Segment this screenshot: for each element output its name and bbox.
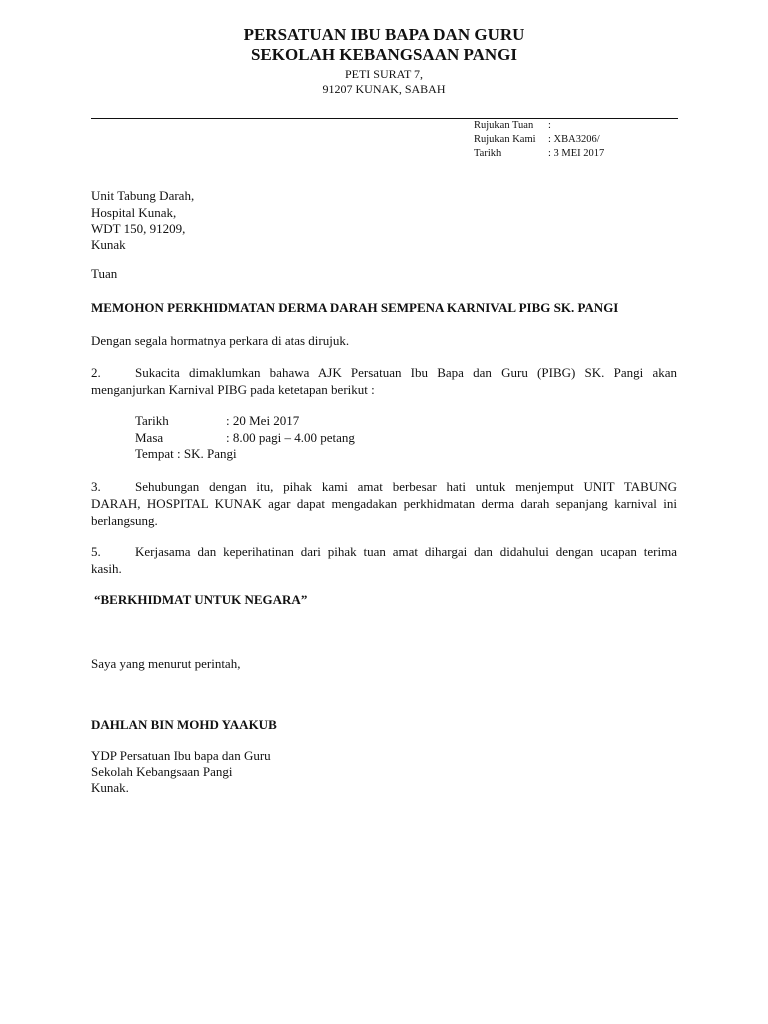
paragraph-5-line-1: 5. Kerjasama dan keperihatinan dari pihak tuan amat dihargai dan didahului dengan ucapan terima (91, 544, 677, 559)
paragraph-5 (91, 543, 677, 577)
paragraph-2-line-2: menganjurkan Karnival PIBG pada ketetapan berikut : (91, 382, 375, 397)
detail-date (135, 413, 299, 429)
ref-date-value: : 3 MEI 2017 (548, 148, 605, 159)
paragraph-5-number: 5. (91, 544, 101, 559)
paragraph-3-line-1: 3. Sehubungan dengan itu, pihak kami amat berbesar hati untuk menjemput UNIT TABUNG (91, 479, 677, 494)
recipient-line-3: WDT 150, 91209, (91, 221, 186, 236)
motto: “BERKHIDMAT UNTUK NEGARA” (94, 592, 308, 607)
ref-tuan (474, 120, 551, 131)
subject-line: MEMOHON PERKHIDMATAN DERMA DARAH SEMPENA KARNIVAL PIBG SK. PANGI (91, 300, 619, 315)
paragraph-2 (91, 364, 677, 398)
paragraph-3-line-3: berlangsung. (91, 513, 158, 528)
ref-date-label: Tarikh (474, 148, 502, 159)
closing-line: Saya yang menurut perintah, (91, 656, 241, 671)
ref-tuan-value: : (548, 120, 551, 131)
signatory-title-2: Sekolah Kebangsaan Pangi (91, 764, 233, 779)
signatory-title-1: YDP Persatuan Ibu bapa dan Guru (91, 748, 271, 763)
signatory-title-3: Kunak. (91, 780, 129, 795)
detail-date-value: : 20 Mei 2017 (226, 413, 300, 428)
signatory-name: DAHLAN BIN MOHD YAAKUB (91, 717, 277, 732)
school-name: SEKOLAH KEBANGSAAN PANGI (250, 45, 518, 64)
org-name: PERSATUAN IBU BAPA DAN GURU (243, 25, 525, 44)
paragraph-2-line-1: 2. Sukacita dimaklumkan bahawa AJK Persatuan Ibu Bapa dan Guru (PIBG) SK. Pangi akan (91, 365, 677, 380)
recipient-line-1: Unit Tabung Darah, (91, 188, 195, 203)
paragraph-3-line-2: DARAH, HOSPITAL KUNAK agar dapat mengadakan perkhidmatan derma darah sepanjang karnival ini (91, 496, 677, 511)
address-line-2: 91207 KUNAK, SABAH (322, 82, 446, 96)
detail-time-label: Masa (135, 430, 164, 445)
ref-tuan-label: Rujukan Tuan (474, 120, 534, 131)
salutation: Tuan (91, 266, 118, 281)
ref-kami-value: : XBA3206/ (548, 134, 600, 145)
paragraph-1: Dengan segala hormatnya perkara di atas dirujuk. (91, 333, 350, 348)
ref-kami-label: Rujukan Kami (474, 134, 536, 145)
recipient-line-4: Kunak (91, 237, 126, 252)
paragraph-5-line-2: kasih. (91, 561, 122, 576)
ref-kami (474, 134, 600, 145)
detail-time-value: : 8.00 pagi – 4.00 petang (226, 430, 355, 445)
address-line-1: PETI SURAT 7, (344, 67, 424, 81)
detail-place: Tempat : SK. Pangi (135, 446, 237, 461)
header-divider (91, 118, 678, 119)
ref-date (474, 148, 604, 159)
paragraph-3 (91, 478, 677, 529)
paragraph-3-number: 3. (91, 479, 101, 494)
detail-date-label: Tarikh (135, 413, 169, 428)
paragraph-2-number: 2. (91, 365, 101, 380)
recipient-line-2: Hospital Kunak, (91, 205, 177, 220)
detail-time (135, 430, 355, 446)
